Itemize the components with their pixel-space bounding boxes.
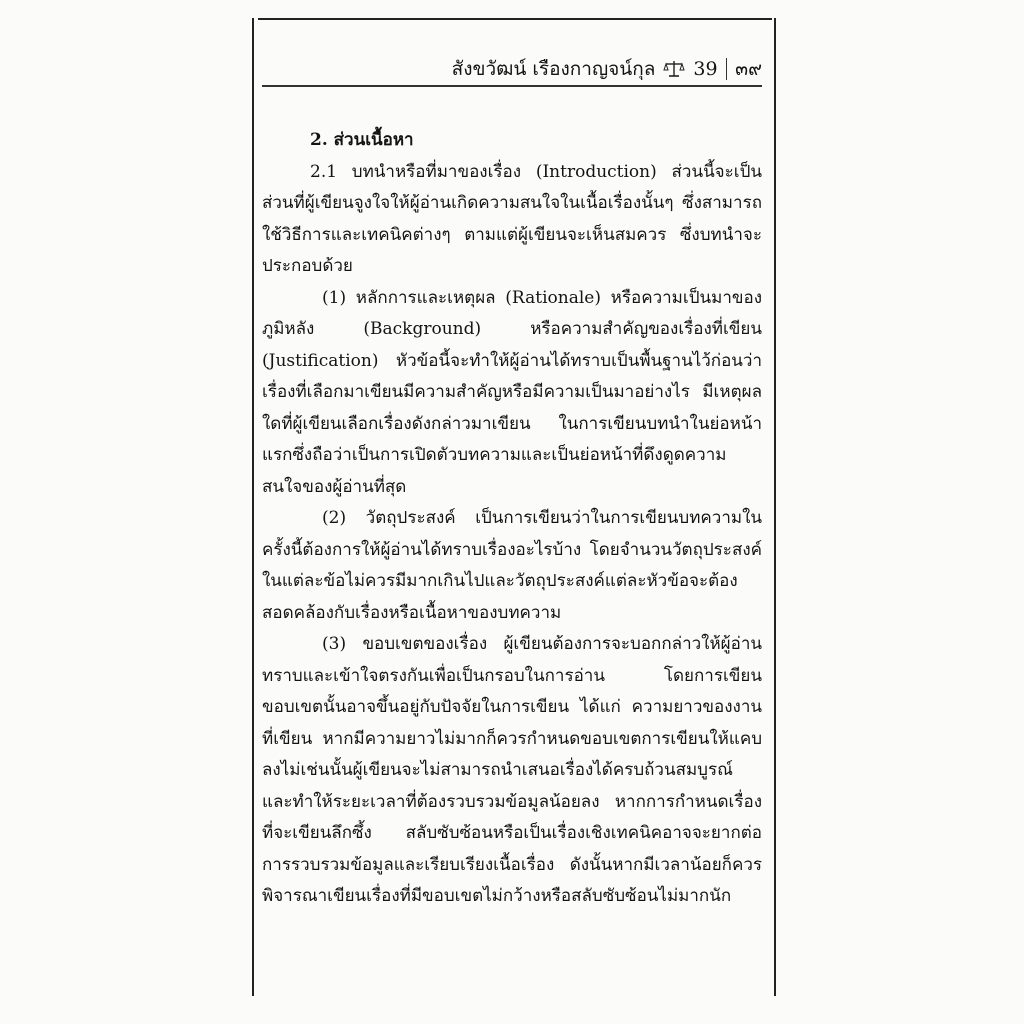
paragraph-introduction: 2.1 บทนำหรือที่มาของเรื่อง (Introduction) ส่วนนี้จะเป็นส่วนที่ผู้เขียนจูงใจให้ผู้อ่านเกิดความสนใจในเนื้อเรื่องนั้นๆ ซึ่งสามารถใช้วิธีการและเทคนิคต่างๆ ตามแต่ผู้เขียนจะเห็นสมควร ซึ่งบทนำจะประกอบด้วย (262, 161, 762, 276)
page-number-thai: ๓๙ (735, 58, 762, 80)
section-title: 2. ส่วนเนื้อหา (310, 130, 414, 150)
running-title: สังขวัฒน์ เรืองกาญจน์กุล (451, 58, 656, 80)
header-rule (262, 85, 762, 87)
running-header (452, 54, 762, 84)
scale-icon (663, 59, 685, 79)
page-number: 39 (693, 58, 718, 80)
paragraph-scope: (3) ขอบเขตของเรื่อง ผู้เขียนต้องการจะบอกกล่าวให้ผู้อ่านทราบและเข้าใจตรงกันเพื่อเป็นกรอบในการอ่าน โดยการเขียนขอบเขตนั้นอาจขึ้นอยู่กับปัจจัยในการเขียน ได้แก่ ความยาวของงานที่เขียน หากมีความยาวไม่มากก็ควรกำหนดขอบเขตการเขียนให้แคบลงไม่เช่นนั้นผู้เขียนจะไม่สามารถนำเสนอเรื่องได้ครบถ้วนสมบูรณ์และทำให้ระยะเวลาที่ต้องรวบรวมข้อมูลน้อยลง หากการกำหนดเรื่องที่จะเขียนลึกซึ้ง สลับซับซ้อนหรือเป็นเรื่องเชิงเทคนิคอาจจะยากต่อการรวบรวมข้อมูลและเรียบเรียงเนื้อเรื่อง ดังนั้นหากมีเวลาน้อยก็ควรพิจารณาเขียนเรื่องที่มีขอบเขตไม่กว้างหรือสลับซับซ้อนไม่มากนัก (262, 634, 762, 906)
page-edge-top (258, 18, 772, 20)
main-text (262, 125, 762, 913)
paragraph-rationale: (1) หลักการและเหตุผล (Rationale) หรือความเป็นมาของภูมิหลัง (Background) หรือความสำคัญของเรื่องที่เขียน (Justification) หัวข้อนี้จะทำให้ผู้อ่านได้ทราบเป็นพื้นฐานไว้ก่อนว่าเรื่องที่เลือกมาเขียนมีความสำคัญหรือมีความเป็นมาอย่างไร มีเหตุผลใดที่ผู้เขียนเลือกเรื่องดังกล่าวมาเขียน ในการเขียนบทนำในย่อหน้าแรกซึ่งถือว่าเป็นการเปิดตัวบทความและเป็นย่อหน้าที่ดึงดูดความสนใจของผู้อ่านที่สุด (262, 287, 762, 497)
page-edge-left (252, 18, 254, 996)
paragraph-objectives: (2) วัตถุประสงค์ เป็นการเขียนว่าในการเขียนบทความในครั้งนี้ต้องการให้ผู้อ่านได้ทราบเรื่องอะไรบ้าง โดยจำนวนวัตถุประสงค์ในแต่ละข้อไม่ควรมีมากเกินไปและวัตถุประสงค์แต่ละหัวข้อจะต้องสอดคล้องกับเรื่องหรือเนื้อหาของบทความ (262, 508, 762, 623)
header-divider (726, 58, 728, 80)
page-edge-right (774, 18, 776, 996)
